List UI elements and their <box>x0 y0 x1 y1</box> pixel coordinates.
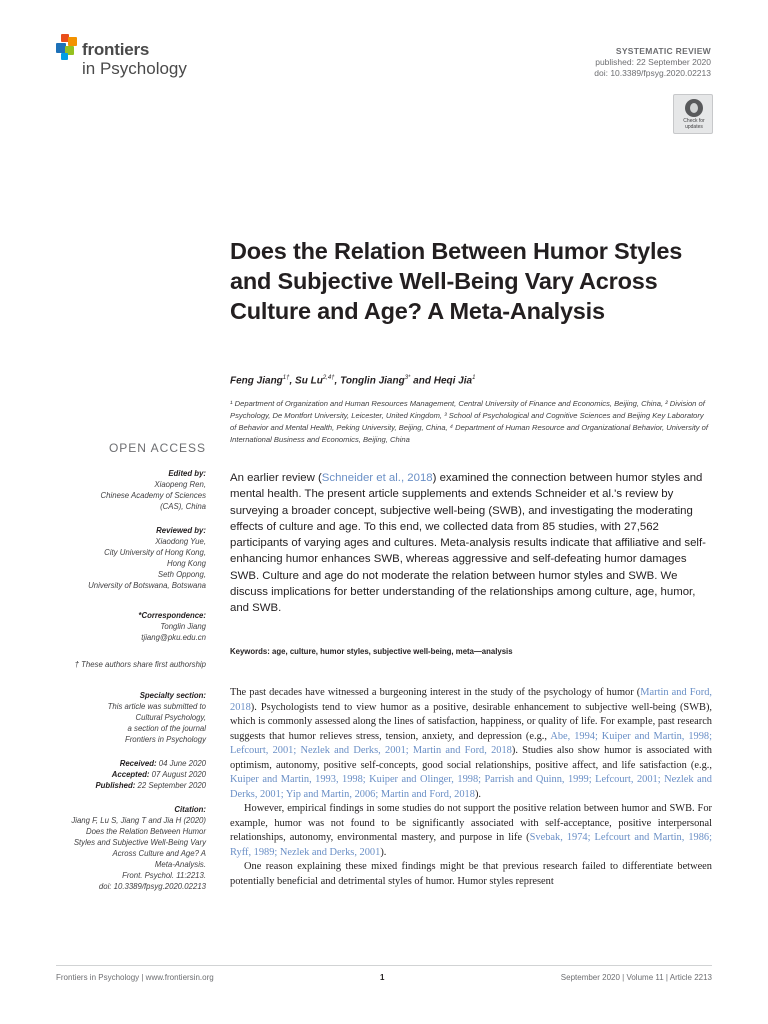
keywords <box>230 647 513 656</box>
citation-line: Jiang F, Lu S, Jiang T and Jia H (2020) <box>71 816 206 825</box>
body-text <box>230 686 712 889</box>
author-sep: , <box>289 375 296 387</box>
footer-journal[interactable]: Frontiers in Psychology | www.frontiersin.org <box>56 973 214 982</box>
abstract-text: ) examined the connection between humor styles and mental health. The present article supplements and extends Schneider et al.'s review by surveying a broader concept, subjective well-being (SWB), and investigating the moderating effects of culture and age. To this end, we collected data from 85 studies, with 27,562 participants of varying ages and cultures. Meta-analysis results indicate that affiliative and self-enhancing humor enhances SWB, whereas aggressive and self-defeating humor damages SWB. Culture and age do not moderate the relation between humor styles and SWB. We discuss implications for better understanding of the relationships among culture, age, humor, and SWB. <box>230 472 706 615</box>
body-text-span: ). Psychologists tend to view humor as a positive, desirable enhancement to subjective well-being (SWB), which is commonly assessed along the lines of satisfaction, happiness, or quality of life. For example, past research suggests that humor relieves stress, tension, anxiety, and depression (e.g., <box>230 701 712 742</box>
author-sep: , <box>334 375 341 387</box>
frontiers-logo-icon <box>56 34 80 60</box>
correspondence-name: Tonglin Jiang <box>160 622 206 631</box>
correspondence-email[interactable]: tjiang@pku.edu.cn <box>141 633 206 642</box>
editor-line: Xiaopeng Ren, <box>154 480 206 489</box>
specialty-line: This article was submitted to <box>107 702 206 711</box>
journal-name-line2: in Psychology <box>82 59 187 78</box>
citation-link[interactable]: Kuiper and Martin, 1993, 1998; Kuiper and Olinger, 1998; Parrish and Quinn, 1999; Lefcourt, 2001; Nezlek and Derks, 2001; Yip and Martin, 2006; Martin and Ford, 2018 <box>230 774 712 800</box>
author-name[interactable]: Heqi Jia <box>433 375 473 387</box>
author-list <box>230 375 475 386</box>
author-name[interactable]: Tonglin Jiang <box>340 375 405 387</box>
author-sup: 3* <box>404 375 411 381</box>
accepted-label: Accepted: <box>111 770 150 779</box>
body-paragraph: One reason explaining these mixed findings might be that previous research failed to differentiate between potentially beneficial and detrimental styles of humor. Humor styles represent <box>230 861 712 887</box>
body-text-span: ). <box>474 788 481 800</box>
article-doi[interactable]: doi: 10.3389/fpsyg.2020.02213 <box>594 68 711 78</box>
correspondence-block <box>6 610 206 643</box>
published-label: Published: <box>95 781 136 790</box>
keywords-label: Keywords: <box>230 647 270 656</box>
citation-line: Does the Relation Between Humor <box>85 827 206 836</box>
author-sup: 1 <box>472 375 476 381</box>
citation-line: Across Culture and Age? A <box>112 849 206 858</box>
reviewer-line: Hong Kong <box>166 559 206 568</box>
citation-line: Meta-Analysis. <box>154 860 206 869</box>
abstract-citation-link[interactable]: Schneider et al., 2018 <box>321 472 433 484</box>
article-meta <box>594 46 711 79</box>
body-text-span: ). Studies also show humor is associated with optimism, autonomy, positive self-concepts, good social relationships, positive affect, and life satisfaction (e.g., <box>230 745 712 771</box>
check-updates-label: Check for updates <box>683 118 705 130</box>
specialty-line: a section of the journal <box>127 724 206 733</box>
article-type: SYSTEMATIC REVIEW <box>615 46 711 56</box>
author-sup: 1† <box>282 375 290 381</box>
body-text-span: The past decades have witnessed a burgeoning interest in the study of the psychology of humor ( <box>230 687 641 698</box>
editor-line: (CAS), China <box>160 502 206 511</box>
check-for-updates-badge[interactable] <box>673 94 713 134</box>
author-name[interactable]: Feng Jiang <box>230 375 283 387</box>
authorship-footnote: † These authors share first authorship <box>74 660 206 669</box>
specialty-line: Cultural Psychology, <box>135 713 206 722</box>
article-title: Does the Relation Between Humor Styles and Subjective Well-Being Vary Across Culture and Age? A Meta-Analysis <box>230 238 683 324</box>
body-paragraph <box>230 686 712 802</box>
edited-by-label: Edited by: <box>168 469 206 478</box>
citation-label: Citation: <box>174 805 206 814</box>
abstract <box>230 470 713 617</box>
published-date: published: 22 September 2020 <box>595 57 711 67</box>
dates-block <box>6 758 206 791</box>
reviewed-by-block <box>6 525 206 591</box>
editor-line: Chinese Academy of Sciences <box>100 491 206 500</box>
author-sep: and <box>410 375 434 387</box>
reviewer-line: Seth Oppong, <box>157 570 206 579</box>
body-text-span: However, empirical findings in some studies do not support the positive relation between humor and SWB. For example, humor was not found to be significantly associated with self-acceptance, positive interpersonal relationships, autonomy, environmental mastery, and purpose in life ( <box>230 803 712 843</box>
journal-name-line1: frontiers <box>82 40 150 59</box>
specialty-label: Specialty section: <box>139 691 206 700</box>
reviewer-line: University of Botswana, Botswana <box>88 581 206 590</box>
citation-link[interactable]: Abe, 1994; Kuiper and Martin, 1998; Lefcourt, 2001; Nezlek and Derks, 2001; Martin and Ford, 2018 <box>230 730 713 756</box>
specialty-block <box>6 690 206 745</box>
reviewer-line: Xiaodong Yue, <box>155 537 206 546</box>
author-sup: 2,4† <box>322 375 335 381</box>
check-updates-icon <box>685 99 703 117</box>
author-name[interactable]: Su Lu <box>295 375 323 387</box>
reviewer-line: City University of Hong Kong, <box>104 548 206 557</box>
page-number: 1 <box>380 973 385 982</box>
footer-divider <box>56 965 712 966</box>
specialty-line: Frontiers in Psychology <box>124 735 206 744</box>
body-paragraph <box>230 802 712 860</box>
citation-block <box>6 804 206 892</box>
received-label: Received: <box>119 759 157 768</box>
footer-issue: September 2020 | Volume 11 | Article 2213 <box>560 973 712 982</box>
citation-link[interactable]: Svebak, 1974; Lefcourt and Martin, 1986; Ryff, 1989; Nezlek and Derks, 2001 <box>230 832 712 858</box>
citation-line: Front. Psychol. 11:2213. <box>122 871 206 880</box>
body-text-span: ). <box>380 846 387 858</box>
received-date: 04 June 2020 <box>158 759 206 768</box>
citation-link[interactable]: Martin and Ford, 2018 <box>230 687 712 713</box>
accepted-date: 07 August 2020 <box>151 770 206 779</box>
affiliations: ¹ Department of Organization and Human Resources Management, Central University of Finance and Economics, Beijing, China, ² Division of Psychology, De Montfort University, Leicester, United Kingdom, ³ School of Psychological and Cognitive Sciences and Beijing Key Laboratory of Behavior and Mental Health, Peking University, Beijing, China, ⁴ Department of Human Resource and Organizational Behavior, University of International Business and Economics, Beijing, China <box>230 399 708 444</box>
correspondence-label: *Correspondence: <box>138 611 206 620</box>
citation-line: Styles and Subjective Well-Being Vary <box>73 838 206 847</box>
citation-doi[interactable]: doi: 10.3389/fpsyg.2020.02213 <box>98 882 206 891</box>
edited-by-block <box>6 468 206 512</box>
keywords-text: age, culture, humor styles, subjective well-being, meta—analysis <box>272 647 513 656</box>
abstract-text: An earlier review ( <box>230 472 322 484</box>
published-date-side: 22 September 2020 <box>137 781 206 790</box>
reviewed-by-label: Reviewed by: <box>156 526 206 535</box>
journal-logo[interactable] <box>56 34 206 78</box>
open-access-label: OPEN ACCESS <box>108 441 206 455</box>
